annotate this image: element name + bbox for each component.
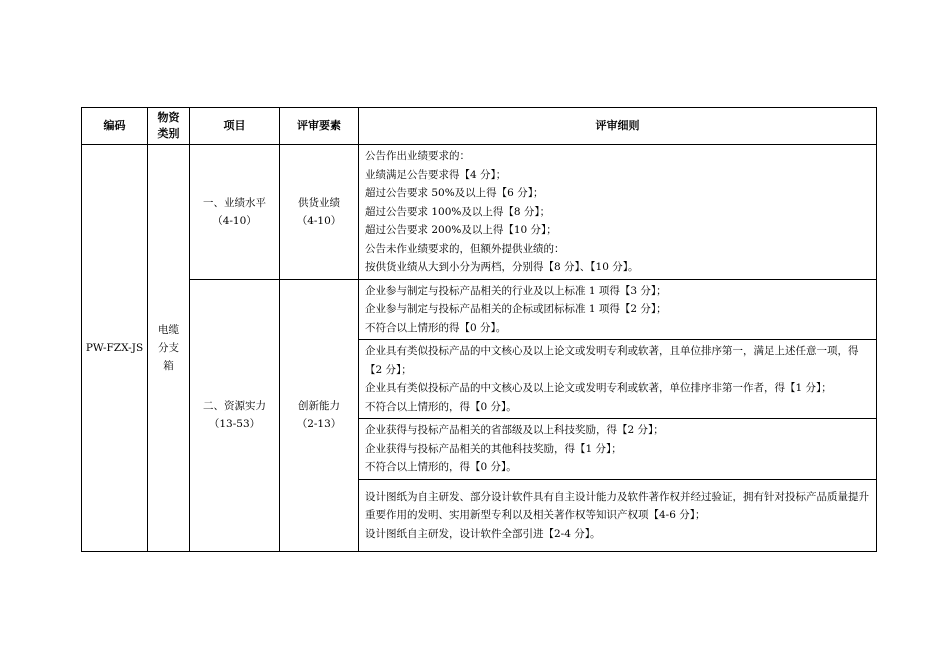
code-cell: PW-FZX-JS (82, 145, 148, 552)
element-innovation-label: 创新能力 (298, 400, 340, 413)
detail-line: 超过公告要求 200%及以上得【10 分】； (365, 224, 557, 236)
detail-line: 超过公告要求 100%及以上得【8 分】； (365, 205, 551, 218)
table-row (82, 145, 877, 280)
element-cell-supply (280, 145, 359, 280)
element-supply-label: 供货业绩 (298, 196, 340, 209)
table-row (82, 279, 877, 340)
header-category-text: 物资类别 (157, 111, 180, 140)
detail-line: 业绩满足公告要求得【4 分】； (365, 168, 507, 181)
category-text: 电缆分支箱 (158, 324, 179, 372)
detail-cell-papers (359, 340, 877, 419)
detail-line: 不符合以上情形的得【0 分】。 (365, 321, 507, 334)
detail-line: 企业具有类似投标产品的中文核心及以上论文或发明专利或软著，且单位排序第一，满足上述任意一项，得【2 分】； (365, 345, 859, 376)
detail-line: 设计图纸为自主研发、部分设计软件具有自主设计能力及软件著作权并经过验证，拥有针对投标产品质量提升重要作用的发明、实用新型专利以及相关著作权等知识产权项【4-6 分】； (365, 490, 869, 521)
item-performance-label: 一、业绩水平 (203, 196, 266, 209)
detail-line: 公告作出业绩要求的： (365, 150, 470, 162)
detail-cell-standards (359, 279, 877, 340)
detail-line: 按供货业绩从大到小分为两档，分别得【8 分】、【10 分】。 (365, 261, 639, 273)
item-cell-resources (190, 279, 280, 552)
header-item: 项目 (190, 108, 280, 145)
header-detail: 评审细则 (359, 108, 877, 145)
detail-line: 不符合以上情形的，得【0 分】。 (365, 400, 517, 413)
detail-line: 企业获得与投标产品相关的其他科技奖励，得【1 分】； (365, 442, 622, 455)
detail-cell-awards (359, 419, 877, 480)
element-innovation-range: （2-13） (296, 418, 342, 431)
header-element: 评审要素 (280, 108, 359, 145)
detail-line: 超过公告要求 50%及以上得【6 分】； (365, 187, 544, 199)
detail-cell-supply (359, 145, 877, 280)
item-cell-performance (190, 145, 280, 280)
element-cell-innovation (280, 279, 359, 552)
scoring-table (81, 107, 877, 552)
header-code: 编码 (82, 108, 148, 145)
detail-line: 企业参与制定与投标产品相关的行业及以上标准 1 项得【3 分】； (365, 284, 667, 297)
detail-line: 企业获得与投标产品相关的省部级及以上科技奖励，得【2 分】； (365, 424, 664, 436)
detail-cell-design (359, 479, 877, 552)
item-resources-range: （13-53） (208, 418, 261, 431)
header-category (148, 108, 190, 145)
detail-line: 不符合以上情形的，得【0 分】。 (365, 461, 517, 473)
header-row (82, 108, 877, 145)
detail-line: 公告未作业绩要求的，但额外提供业绩的： (365, 242, 565, 255)
item-performance-range: （4-10） (212, 214, 257, 227)
detail-line: 设计图纸自主研发，设计软件全部引进【2-4 分】。 (365, 527, 601, 540)
detail-line: 企业参与制定与投标产品相关的企标或团标标准 1 项得【2 分】； (365, 303, 667, 315)
element-supply-range: （4-10） (296, 214, 342, 227)
item-resources-label: 二、资源实力 (203, 400, 266, 413)
category-cell (148, 145, 190, 552)
detail-line: 企业具有类似投标产品的中文核心及以上论文或发明专利或软著，单位排序非第一作者，得【1 分】； (365, 382, 832, 394)
